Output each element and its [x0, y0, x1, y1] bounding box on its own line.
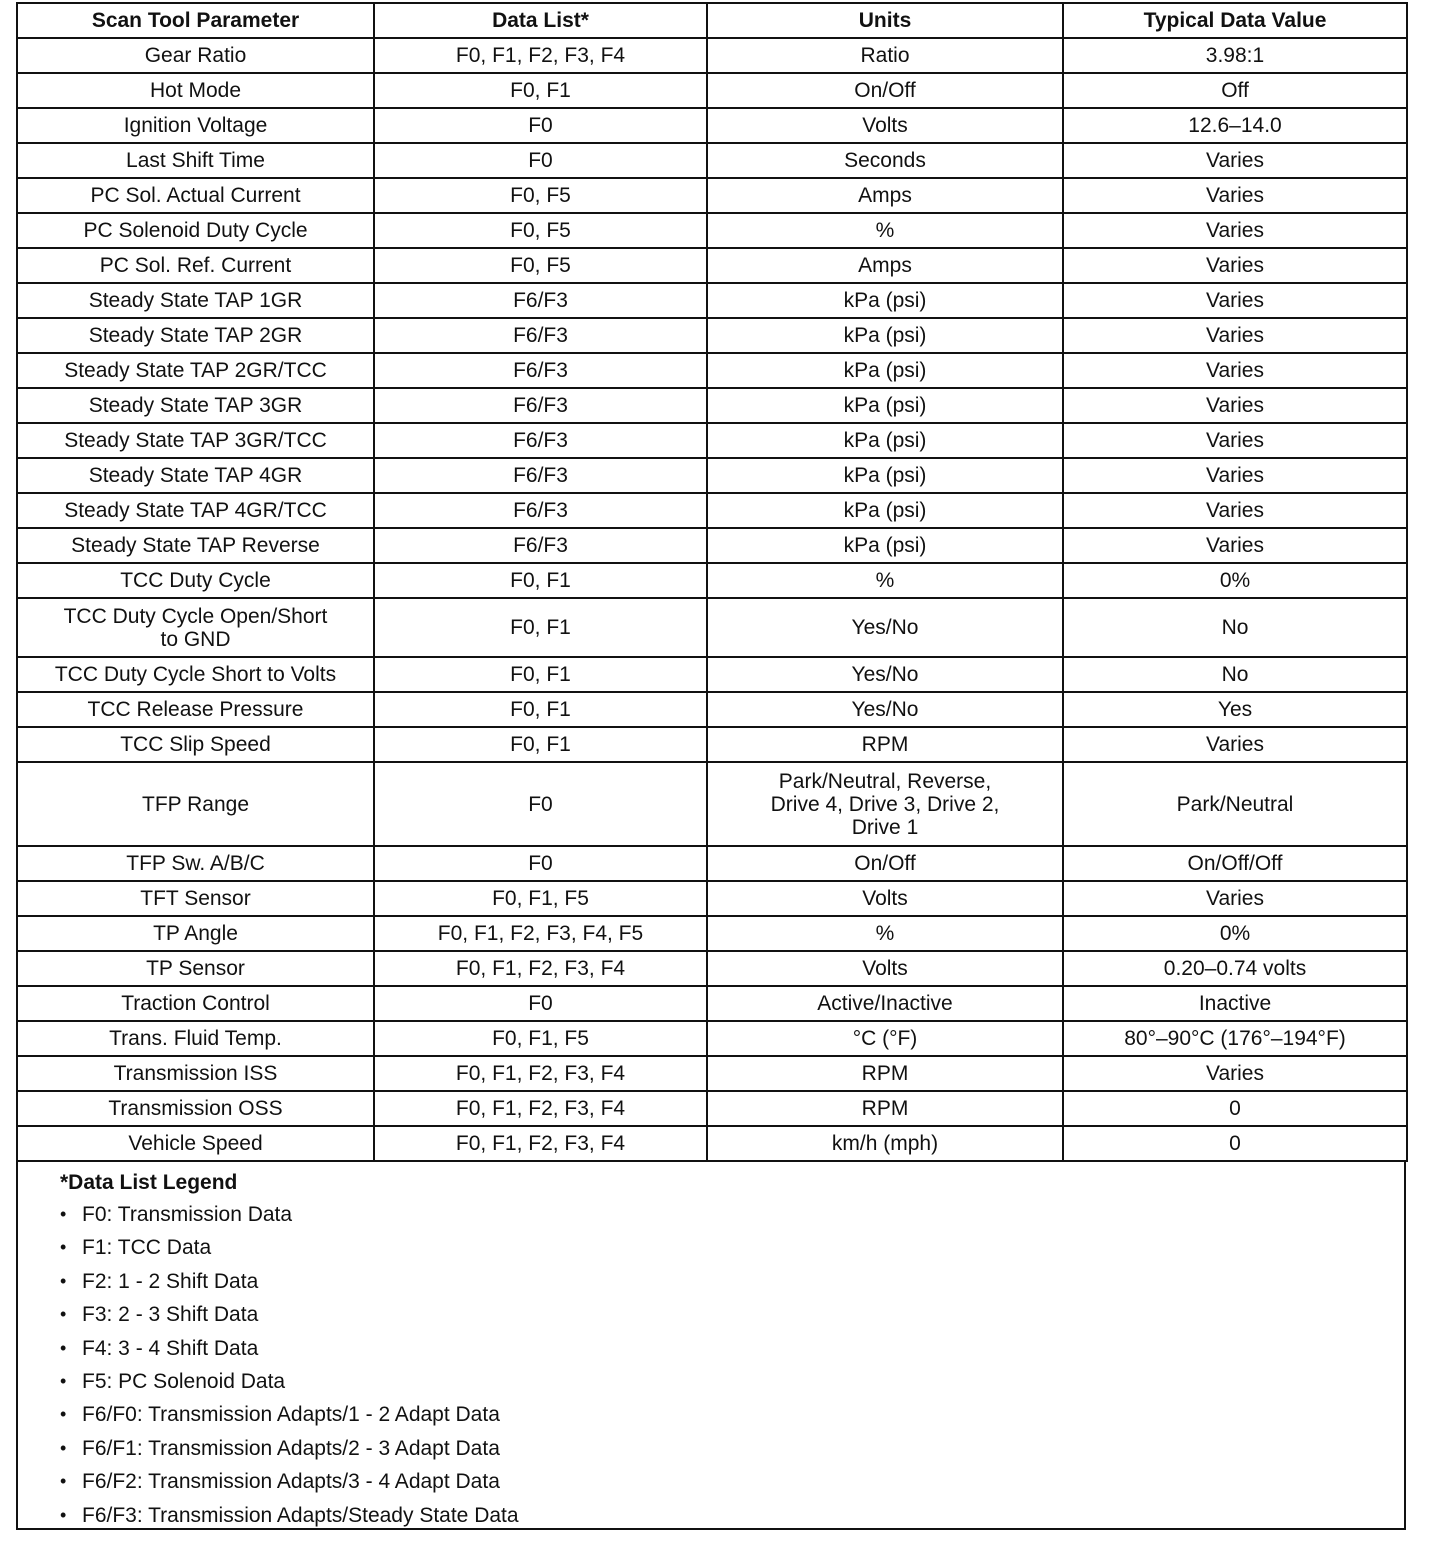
bullet-icon: • [60, 1371, 67, 1392]
legend-item-text: F5: PC Solenoid Data [82, 1370, 286, 1394]
table-row [17, 846, 1407, 881]
table-row [17, 598, 1407, 657]
cell-typical-value: 80°–90°C (176°–194°F) [1063, 1021, 1407, 1056]
cell-parameter: PC Sol. Actual Current [17, 178, 374, 213]
cell-typical-value: Varies [1063, 458, 1407, 493]
cell-typical-value: Inactive [1063, 986, 1407, 1021]
cell-parameter: TCC Duty Cycle Open/Short to GND [17, 598, 374, 657]
table-row [17, 248, 1407, 283]
cell-data-list: F0, F1 [374, 598, 707, 657]
legend-item-text: F6/F1: Transmission Adapts/2 - 3 Adapt Data [82, 1436, 500, 1460]
cell-units: On/Off [707, 73, 1063, 108]
cell-parameter: Last Shift Time [17, 143, 374, 178]
cell-parameter: Vehicle Speed [17, 1126, 374, 1161]
cell-typical-value: Varies [1063, 143, 1407, 178]
bullet-icon: • [60, 1504, 67, 1525]
header-data-list: Data List* [374, 3, 707, 38]
legend-item [60, 1265, 1404, 1298]
table-body [17, 38, 1407, 1161]
legend-item-text: F6/F0: Transmission Adapts/1 - 2 Adapt Data [82, 1403, 500, 1427]
cell-units: On/Off [707, 846, 1063, 881]
bullet-icon: • [60, 1404, 67, 1425]
cell-typical-value: Varies [1063, 493, 1407, 528]
cell-units: kPa (psi) [707, 528, 1063, 563]
cell-typical-value: Varies [1063, 248, 1407, 283]
cell-typical-value: Varies [1063, 388, 1407, 423]
cell-parameter: TFP Sw. A/B/C [17, 846, 374, 881]
table-row [17, 762, 1407, 846]
cell-typical-value: Yes [1063, 692, 1407, 727]
cell-parameter: Transmission OSS [17, 1091, 374, 1126]
cell-parameter: Steady State TAP 1GR [17, 283, 374, 318]
cell-parameter: Steady State TAP 4GR [17, 458, 374, 493]
cell-data-list: F0, F5 [374, 213, 707, 248]
legend-list [60, 1198, 1404, 1532]
cell-typical-value: Varies [1063, 283, 1407, 318]
cell-typical-value: Varies [1063, 881, 1407, 916]
legend-title: *Data List Legend [60, 1171, 238, 1194]
legend-item-text: F1: TCC Data [82, 1236, 212, 1260]
legend-item-text: F4: 3 - 4 Shift Data [82, 1336, 259, 1360]
cell-units: Seconds [707, 143, 1063, 178]
cell-parameter: Gear Ratio [17, 38, 374, 73]
cell-units: kPa (psi) [707, 388, 1063, 423]
cell-units: kPa (psi) [707, 353, 1063, 388]
cell-typical-value: 0% [1063, 916, 1407, 951]
bullet-icon: • [60, 1437, 67, 1458]
bullet-icon: • [60, 1471, 67, 1492]
bullet-icon: • [60, 1337, 67, 1358]
cell-typical-value: 0 [1063, 1126, 1407, 1161]
cell-data-list: F0, F1 [374, 692, 707, 727]
cell-data-list: F0, F1, F2, F3, F4 [374, 951, 707, 986]
cell-units: % [707, 563, 1063, 598]
cell-data-list: F0, F1 [374, 73, 707, 108]
cell-data-list: F6/F3 [374, 388, 707, 423]
cell-typical-value: No [1063, 598, 1407, 657]
legend-item [60, 1499, 1404, 1532]
cell-typical-value: Varies [1063, 318, 1407, 353]
scan-tool-data-table [16, 2, 1408, 1162]
cell-data-list: F0, F1, F2, F3, F4 [374, 1091, 707, 1126]
cell-parameter: TCC Duty Cycle [17, 563, 374, 598]
table-row [17, 1021, 1407, 1056]
cell-parameter: PC Solenoid Duty Cycle [17, 213, 374, 248]
table-row [17, 727, 1407, 762]
bullet-icon: • [60, 1270, 67, 1291]
cell-typical-value: Varies [1063, 727, 1407, 762]
cell-parameter: Traction Control [17, 986, 374, 1021]
cell-data-list: F0, F1, F2, F3, F4 [374, 1126, 707, 1161]
legend-item [60, 1332, 1404, 1365]
cell-parameter: TFT Sensor [17, 881, 374, 916]
cell-units: RPM [707, 1056, 1063, 1091]
cell-units: RPM [707, 727, 1063, 762]
cell-data-list: F0 [374, 846, 707, 881]
cell-data-list: F6/F3 [374, 283, 707, 318]
cell-units: kPa (psi) [707, 458, 1063, 493]
cell-parameter: Steady State TAP 4GR/TCC [17, 493, 374, 528]
table-row [17, 692, 1407, 727]
cell-typical-value: Varies [1063, 1056, 1407, 1091]
cell-units: % [707, 213, 1063, 248]
cell-parameter: Steady State TAP Reverse [17, 528, 374, 563]
cell-data-list: F6/F3 [374, 318, 707, 353]
cell-typical-value: Varies [1063, 423, 1407, 458]
table-row [17, 108, 1407, 143]
cell-data-list: F0 [374, 108, 707, 143]
table-row [17, 1126, 1407, 1161]
cell-data-list: F6/F3 [374, 528, 707, 563]
table-row [17, 1091, 1407, 1126]
cell-units: kPa (psi) [707, 423, 1063, 458]
cell-parameter: TCC Release Pressure [17, 692, 374, 727]
cell-units: kPa (psi) [707, 283, 1063, 318]
legend-item-text: F0: Transmission Data [82, 1203, 293, 1226]
cell-data-list: F6/F3 [374, 493, 707, 528]
bullet-icon: • [60, 1204, 67, 1224]
cell-parameter: Steady State TAP 2GR [17, 318, 374, 353]
cell-parameter: Steady State TAP 2GR/TCC [17, 353, 374, 388]
cell-parameter: Steady State TAP 3GR/TCC [17, 423, 374, 458]
cell-units: Volts [707, 108, 1063, 143]
header-typical-data-value: Typical Data Value [1063, 3, 1407, 38]
cell-units: Yes/No [707, 598, 1063, 657]
cell-parameter: Hot Mode [17, 73, 374, 108]
cell-units: Volts [707, 881, 1063, 916]
cell-typical-value: Varies [1063, 353, 1407, 388]
cell-units: km/h (mph) [707, 1126, 1063, 1161]
table-row [17, 283, 1407, 318]
cell-data-list: F0, F1 [374, 727, 707, 762]
table-row [17, 353, 1407, 388]
legend-item [60, 1298, 1404, 1331]
cell-data-list: F0 [374, 986, 707, 1021]
cell-units: Volts [707, 951, 1063, 986]
cell-typical-value: Off [1063, 73, 1407, 108]
cell-units: kPa (psi) [707, 318, 1063, 353]
cell-parameter: Transmission ISS [17, 1056, 374, 1091]
cell-parameter: Steady State TAP 3GR [17, 388, 374, 423]
cell-typical-value: 0 [1063, 1091, 1407, 1126]
cell-units: Active/Inactive [707, 986, 1063, 1021]
cell-data-list: F0, F5 [374, 248, 707, 283]
cell-data-list: F0, F5 [374, 178, 707, 213]
cell-units: Amps [707, 248, 1063, 283]
table-row [17, 1056, 1407, 1091]
cell-parameter: TCC Duty Cycle Short to Volts [17, 657, 374, 692]
cell-data-list: F0, F1 [374, 657, 707, 692]
cell-data-list: F0 [374, 143, 707, 178]
cell-units: °C (°F) [707, 1021, 1063, 1056]
legend-item-text: F6/F2: Transmission Adapts/3 - 4 Adapt Data [82, 1470, 500, 1494]
legend-item [60, 1365, 1404, 1398]
table-row [17, 563, 1407, 598]
cell-typical-value: Park/Neutral [1063, 762, 1407, 846]
cell-data-list: F6/F3 [374, 423, 707, 458]
cell-parameter: TFP Range [17, 762, 374, 846]
cell-data-list: F0, F1, F5 [374, 1021, 707, 1056]
bullet-icon: • [60, 1237, 67, 1258]
cell-data-list: F0 [374, 762, 707, 846]
table-row [17, 458, 1407, 493]
table-row [17, 423, 1407, 458]
cell-typical-value: 3.98:1 [1063, 38, 1407, 73]
table-row [17, 881, 1407, 916]
cell-typical-value: 12.6–14.0 [1063, 108, 1407, 143]
cell-units: Ratio [707, 38, 1063, 73]
legend-item [60, 1432, 1404, 1465]
table-row [17, 986, 1407, 1021]
cell-units: Yes/No [707, 657, 1063, 692]
header-units: Units [707, 3, 1063, 38]
table-row [17, 388, 1407, 423]
cell-units: kPa (psi) [707, 493, 1063, 528]
scan-tool-data-sheet [16, 2, 1406, 1530]
table-row [17, 38, 1407, 73]
cell-units: Amps [707, 178, 1063, 213]
cell-data-list: F0, F1, F2, F3, F4 [374, 1056, 707, 1091]
table-row [17, 178, 1407, 213]
legend-item [60, 1198, 1404, 1231]
table-row [17, 318, 1407, 353]
data-list-legend [16, 1162, 1406, 1530]
table-row [17, 143, 1407, 178]
legend-item-text: F6/F3: Transmission Adapts/Steady State Data [82, 1503, 519, 1527]
cell-typical-value: No [1063, 657, 1407, 692]
cell-typical-value: Varies [1063, 528, 1407, 563]
cell-typical-value: Varies [1063, 178, 1407, 213]
table-row [17, 73, 1407, 108]
legend-item [60, 1398, 1404, 1431]
cell-data-list: F6/F3 [374, 458, 707, 493]
cell-data-list: F0, F1, F2, F3, F4 [374, 38, 707, 73]
table-row [17, 916, 1407, 951]
legend-item [60, 1465, 1404, 1498]
cell-typical-value: On/Off/Off [1063, 846, 1407, 881]
table-row [17, 493, 1407, 528]
table-row [17, 951, 1407, 986]
cell-parameter: PC Sol. Ref. Current [17, 248, 374, 283]
bullet-icon: • [60, 1304, 67, 1325]
table-row [17, 657, 1407, 692]
table-row [17, 528, 1407, 563]
cell-parameter: TP Sensor [17, 951, 374, 986]
cell-data-list: F0, F1 [374, 563, 707, 598]
table-header-row [17, 3, 1407, 38]
legend-item-text: F3: 2 - 3 Shift Data [82, 1303, 259, 1327]
cell-data-list: F0, F1, F5 [374, 881, 707, 916]
legend-item-text: F2: 1 - 2 Shift Data [82, 1269, 259, 1293]
header-scan-tool-parameter: Scan Tool Parameter [17, 3, 374, 38]
cell-units: Park/Neutral, Reverse, Drive 4, Drive 3, Drive 2, Drive 1 [707, 762, 1063, 846]
cell-typical-value: Varies [1063, 213, 1407, 248]
legend-item [60, 1231, 1404, 1264]
cell-parameter: TCC Slip Speed [17, 727, 374, 762]
cell-parameter: Trans. Fluid Temp. [17, 1021, 374, 1056]
cell-data-list: F0, F1, F2, F3, F4, F5 [374, 916, 707, 951]
cell-parameter: Ignition Voltage [17, 108, 374, 143]
cell-units: Yes/No [707, 692, 1063, 727]
cell-data-list: F6/F3 [374, 353, 707, 388]
cell-units: RPM [707, 1091, 1063, 1126]
cell-units: % [707, 916, 1063, 951]
cell-typical-value: 0% [1063, 563, 1407, 598]
cell-typical-value: 0.20–0.74 volts [1063, 951, 1407, 986]
cell-parameter: TP Angle [17, 916, 374, 951]
table-row [17, 213, 1407, 248]
